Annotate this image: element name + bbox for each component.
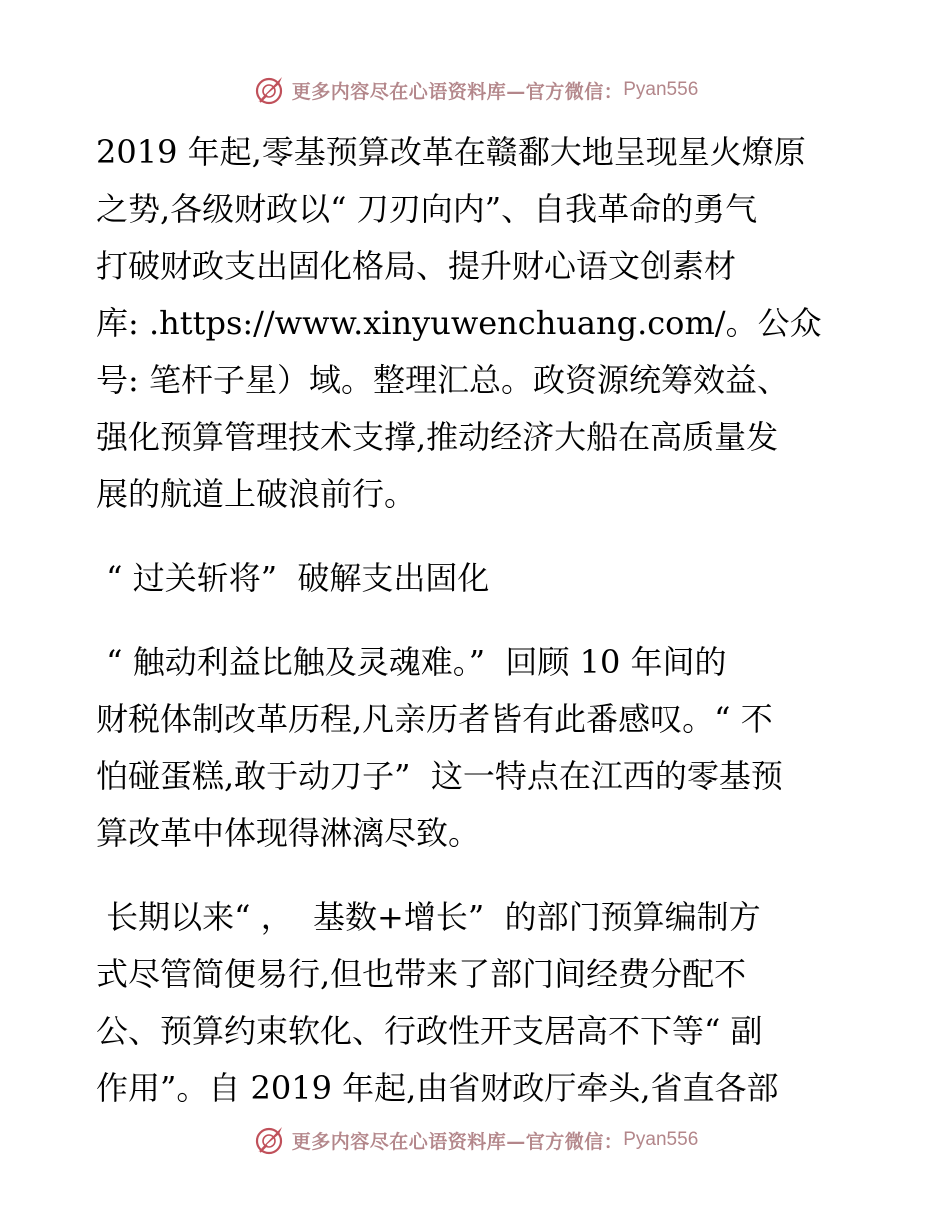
text-line: 2019 年起,零基预算改革在赣鄱大地呈现星火燎原 [96,133,806,171]
banner-contact: Pyan556 [623,79,699,100]
article-body [96,124,856,1117]
text-line: 长期以来“ ， 基数+增长” 的部门预算编制方 [96,898,761,936]
banner-text: 更多内容尽在心语资料库—官方微信： [291,80,624,103]
paragraph-3 [96,889,856,1117]
paragraph-2 [96,634,856,862]
text-line: “ 触动利益比触及灵魂难。” 回顾 10 年间的 [96,643,727,681]
text-line: 打破财政支出固化格局、提升财心语文创素材 [96,247,737,285]
header-banner [0,70,950,110]
banner-text: 更多内容尽在心语资料库—官方微信： [291,1130,624,1153]
text-line: 强化预算管理技术支撑,推动经济大船在高质量发 [96,418,779,456]
text-line: 怕碰蛋糕,敢于动刀子” 这一特点在江西的零基预 [96,757,783,795]
text-line: 公、预算约束软化、行政性开支居高不下等“ 副 [96,1012,763,1050]
footer-banner [0,1120,950,1160]
text-line: 之势,各级财政以“ 刀刃向内”、自我革命的勇气 [96,190,758,228]
paragraph-1 [96,124,856,523]
section-heading: “ 过关斩将” 破解支出固化 [96,559,490,597]
text-line: 算改革中体现得淋漓尽致。 [96,814,481,852]
text-line: 号: 笔杆子星）域。整理汇总。政资源统筹效益、 [96,361,789,399]
quill-seal-icon [252,1122,288,1158]
quill-seal-icon [252,72,288,108]
banner-contact: Pyan556 [623,1129,699,1150]
text-line: 作用”。自 2019 年起,由省财政厅牵头,省直各部 [96,1069,779,1107]
text-line: 财税体制改革历程,凡亲历者皆有此番感叹。“ 不 [96,700,773,738]
text-line: 式尽管简便易行,但也带来了部门间经费分配不 [96,955,747,993]
text-line: 库: .https://www.xinyuwenchuang.com/。公众 [96,304,822,342]
text-line: 展的航道上破浪前行。 [96,475,417,513]
